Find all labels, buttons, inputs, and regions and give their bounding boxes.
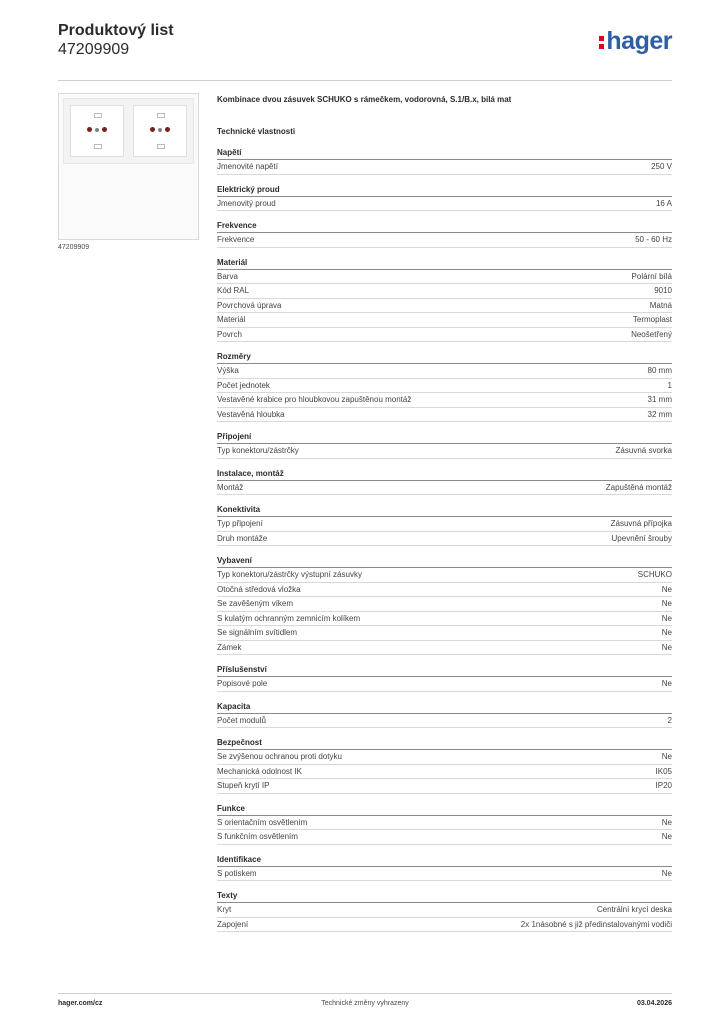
property-value: 80 mm <box>647 366 672 375</box>
property-label: Počet modulů <box>217 715 266 725</box>
property-group <box>217 854 672 882</box>
property-value: Ne <box>661 868 672 878</box>
group-title: Kapacita <box>217 701 672 714</box>
group-title: Elektrický proud <box>217 184 672 197</box>
logo-text: hager <box>606 27 672 55</box>
property-label: Počet jednotek <box>217 380 270 390</box>
property-label: Se zvýšenou ochranou proti dotyku <box>217 752 342 761</box>
property-value: IP20 <box>655 781 672 790</box>
property-row <box>217 481 672 496</box>
group-title: Připojení <box>217 431 672 444</box>
property-group <box>217 147 672 175</box>
socket-frame <box>63 98 194 164</box>
property-value: Upevnění šrouby <box>611 533 672 543</box>
property-row <box>217 568 672 583</box>
header-divider <box>58 80 672 81</box>
group-title: Materiál <box>217 257 672 270</box>
property-row <box>217 830 672 845</box>
property-row <box>217 903 672 918</box>
property-label: Vestavěná hloubka <box>217 409 285 419</box>
property-value: Matná <box>649 300 672 310</box>
property-label: Druh montáže <box>217 533 268 543</box>
property-label: Jmenovité napětí <box>217 162 278 171</box>
property-label: Popisové pole <box>217 679 268 688</box>
property-label: Montáž <box>217 482 244 492</box>
property-label: Typ konektoru/zástrčky výstupní zásuvky <box>217 570 362 579</box>
property-label: Typ konektoru/zástrčky <box>217 446 299 455</box>
property-group <box>217 803 672 845</box>
property-label: Vestavěné krabice pro hloubkovou zapuštěnou montáž <box>217 395 412 404</box>
property-value: Termoplast <box>632 315 672 324</box>
property-value: 31 mm <box>647 395 672 404</box>
property-group <box>217 351 672 422</box>
property-row <box>217 444 672 459</box>
property-row <box>217 393 672 408</box>
property-groups <box>217 147 672 932</box>
property-row <box>217 765 672 780</box>
document-header <box>58 21 174 59</box>
property-label: Se signálním svítidlem <box>217 628 298 637</box>
property-label: Povrch <box>217 329 242 339</box>
property-value: 250 V <box>651 162 672 171</box>
socket-right <box>133 105 187 157</box>
property-label: S kulatým ochranným zemnicím kolíkem <box>217 613 361 623</box>
property-value: Zapuštěná montáž <box>605 482 672 492</box>
property-group <box>217 431 672 459</box>
product-description: Kombinace dvou zásuvek SCHUKO s rámečkem, vodorovná, S.1/B.x, bilá mat <box>217 95 512 104</box>
property-label: Kryt <box>217 905 232 914</box>
property-row <box>217 270 672 285</box>
property-value: Ne <box>661 613 672 623</box>
hager-logo[interactable] <box>599 27 672 56</box>
page-footer <box>58 993 672 1007</box>
property-row <box>217 313 672 328</box>
property-group <box>217 220 672 248</box>
property-group <box>217 737 672 794</box>
footer-website-link[interactable]: hager.com/cz <box>58 1000 103 1007</box>
property-value: IK05 <box>655 766 672 776</box>
property-label: S funkčním osvětlením <box>217 832 298 841</box>
property-row <box>217 408 672 423</box>
property-value: Neošetřený <box>631 329 672 339</box>
property-label: Otočná středová vložka <box>217 584 301 594</box>
property-row <box>217 160 672 175</box>
property-value: Centrální krycí deska <box>596 905 672 914</box>
property-value: 9010 <box>654 286 672 295</box>
property-group <box>217 504 672 546</box>
property-value: Ne <box>661 679 672 688</box>
property-value: Ne <box>661 584 672 594</box>
property-value: 1 <box>667 380 672 390</box>
property-row <box>217 299 672 314</box>
property-row <box>217 233 672 248</box>
image-caption: 47209909 <box>58 244 90 251</box>
property-value: Ne <box>661 752 672 761</box>
group-title: Identifikace <box>217 854 672 867</box>
property-value: Ne <box>661 832 672 841</box>
property-label: Jmenovitý proud <box>217 198 276 208</box>
property-value: Zásuvná svorka <box>615 446 672 455</box>
property-row <box>217 583 672 598</box>
property-value: 2 <box>667 715 672 725</box>
property-group <box>217 555 672 655</box>
property-row <box>217 379 672 394</box>
property-row <box>217 641 672 656</box>
product-number: 47209909 <box>58 41 130 58</box>
footer-date: 03.04.2026 <box>636 1000 672 1007</box>
property-label: Zapojení <box>217 919 249 929</box>
property-value: 32 mm <box>647 409 672 419</box>
property-label: Povrchová úprava <box>217 300 282 310</box>
property-value: Ne <box>661 628 672 637</box>
footer-note: Technické změny vyhrazeny <box>321 1000 409 1007</box>
property-label: Výška <box>217 366 239 375</box>
group-title: Příslušenství <box>217 664 672 677</box>
property-row <box>217 364 672 379</box>
property-label: Typ připojení <box>217 519 263 528</box>
property-row <box>217 626 672 641</box>
property-group <box>217 468 672 496</box>
property-value: Polární bílá <box>631 271 672 281</box>
property-value: 16 A <box>655 198 672 208</box>
property-value: Ne <box>661 599 672 608</box>
property-value: 2x 1násobné s již předinstalovanými vodiči <box>520 919 672 929</box>
product-details <box>217 94 672 932</box>
property-value: Ne <box>661 817 672 827</box>
property-group <box>217 701 672 729</box>
double-schuko-socket-image <box>58 93 199 240</box>
group-title: Texty <box>217 890 672 903</box>
property-value: SCHUKO <box>637 570 672 579</box>
group-title: Funkce <box>217 803 672 816</box>
property-label: Stupeň krytí IP <box>217 781 270 790</box>
logo-colon-icon <box>599 31 605 51</box>
property-row <box>217 612 672 627</box>
property-row <box>217 779 672 794</box>
property-label: Kód RAL <box>217 286 250 295</box>
property-group <box>217 184 672 212</box>
property-value: Zásuvná přípojka <box>610 519 672 528</box>
group-title: Bezpečnost <box>217 737 672 750</box>
property-row <box>217 284 672 299</box>
property-row <box>217 517 672 532</box>
group-title: Napětí <box>217 147 672 160</box>
property-label: Barva <box>217 271 238 281</box>
property-row <box>217 328 672 343</box>
group-title: Vybavení <box>217 555 672 568</box>
property-label: Se zavěšeným víkem <box>217 599 294 608</box>
property-group <box>217 257 672 343</box>
property-group <box>217 664 672 692</box>
property-row <box>217 816 672 831</box>
property-label: Mechanická odolnost IK <box>217 766 302 776</box>
property-label: Zámek <box>217 642 242 652</box>
socket-left <box>70 105 124 157</box>
property-label: Frekvence <box>217 235 255 244</box>
document-title: Produktový list <box>58 22 174 39</box>
group-title: Konektivita <box>217 504 672 517</box>
group-title: Frekvence <box>217 220 672 233</box>
section-heading: Technické vlastnosti <box>217 127 296 136</box>
group-title: Rozměry <box>217 351 672 364</box>
property-row <box>217 677 672 692</box>
property-value: 50 - 60 Hz <box>635 235 672 244</box>
group-title: Instalace, montáž <box>217 468 672 481</box>
property-row <box>217 918 672 933</box>
property-label: S orientačním osvětlením <box>217 817 308 827</box>
property-row <box>217 750 672 765</box>
property-row <box>217 597 672 612</box>
property-label: Materiál <box>217 315 246 324</box>
property-row <box>217 867 672 882</box>
property-value: Ne <box>661 642 672 652</box>
property-label: S potiskem <box>217 868 257 878</box>
property-row <box>217 714 672 729</box>
property-row <box>217 197 672 212</box>
property-row <box>217 532 672 547</box>
property-group <box>217 890 672 932</box>
